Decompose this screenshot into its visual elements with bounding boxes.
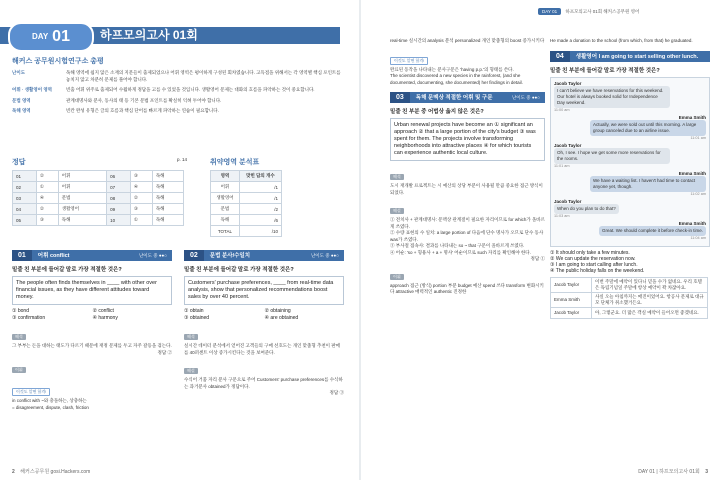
- intro-row: [12, 70, 342, 83]
- answer-cell: 07: [107, 182, 131, 193]
- q02-point: 수식어 거품 자리 분사 구문으로 주어 Customers' purchase preferences를 수식하는 과거분사 obtained가 정답이다.: [184, 377, 343, 389]
- translation-speaker: Jacob Taylor: [551, 277, 592, 292]
- chat-sender: Emma Smith: [678, 220, 706, 226]
- analysis-row: [211, 193, 282, 204]
- answer-cell: ④: [36, 193, 58, 204]
- left-page-number: 2: [12, 469, 15, 475]
- analysis-section: [210, 157, 340, 237]
- q01-expl-label: 해석: [12, 334, 26, 340]
- answer-cell: 독해: [152, 204, 183, 215]
- translation-speaker: Emma Smith: [551, 292, 592, 307]
- page-title: 하프모의고사 01회: [100, 28, 198, 42]
- chat-time: 11:03 am: [554, 213, 570, 218]
- left-footer-text: 해커스공무원 gosi.Hackers.com: [20, 469, 91, 475]
- q04-option[interactable]: ④ The public holiday falls on the weekend.: [550, 267, 645, 274]
- q03-question: 밑줄 친 부분 중 어법상 옳지 않은 것은?: [390, 109, 484, 115]
- answer-cell: 10: [107, 215, 131, 226]
- right-footer: [638, 468, 708, 475]
- chat-sender: Jacob Taylor: [554, 80, 582, 86]
- answer-cell: ④: [130, 182, 152, 193]
- right-page-number: 3: [705, 469, 708, 475]
- translation-row: [551, 292, 708, 307]
- analysis-cell: 생활영어: [211, 193, 240, 204]
- right-header-badge: DAY 01: [538, 8, 561, 15]
- answer-cell: 문법: [58, 193, 106, 204]
- chat-sender: Jacob Taylor: [554, 198, 582, 204]
- intro-row-label: 문법 영역: [12, 97, 31, 103]
- q04-number: 04: [550, 51, 570, 62]
- answer-cell: 생활영어: [58, 204, 106, 215]
- chat-time: 11:02 am: [690, 191, 706, 196]
- translation-row: [551, 307, 708, 318]
- chat-time: 11:04 am: [690, 235, 706, 240]
- q01-topic: 어휘 conflict: [37, 253, 70, 259]
- chat-sender: Emma Smith: [678, 114, 706, 120]
- answer-row: [13, 204, 184, 215]
- translation-row: [551, 277, 708, 292]
- answer-cell: 09: [107, 204, 131, 215]
- answer-cell: 어휘: [58, 171, 106, 182]
- q04-topic: 생활영어 I am going to start selling other lunch.: [575, 53, 699, 60]
- q03-vocab-label: 어휘: [390, 274, 404, 280]
- right-header: [538, 8, 639, 15]
- q02-options: [184, 308, 344, 321]
- answer-cell: ②: [130, 193, 152, 204]
- mid-check-label: 이것도 알면 합격!: [390, 57, 428, 65]
- intro-row-text: 관계대명사와 분사, 동사의 태 등 기본 문법 포인트를 확실히 익혀 두어야 합니다.: [66, 97, 222, 103]
- answer-cell: ②: [36, 171, 58, 182]
- q03-passage: Urban renewal projects have become an ① significant an approach ② that a large portion of the city's budget ③ was spent for them. The projects involve transforming neighborhoods into attractive places ④ for which tourists can experience authentic local culture.: [390, 118, 545, 161]
- q04-option[interactable]: ② We can update the reservation now.: [550, 255, 636, 262]
- chat-bubble: Great. We should complete it before check-in time.: [599, 226, 706, 236]
- q02-option[interactable]: ④ are obtained: [264, 315, 299, 321]
- q03-expl-label: 해석: [390, 174, 404, 180]
- intro-row-text: 빈출 어휘 위주로 출제되어 수월하게 정답을 고를 수 있었을 것입니다. 생활영어 문제는 대화의 흐름을 파악하는 것이 중요합니다.: [66, 87, 315, 92]
- q04-options: [550, 250, 710, 274]
- chat-bubble: I can't believe we have reservations for this weekend. Our hotel is always booked solid for Independence Day weekend.: [554, 86, 670, 108]
- q01-level: 난이도 중 ●●○: [138, 253, 167, 258]
- chat-bubble: Oh, I see. I hope we get some more reservations for the rooms.: [554, 148, 670, 164]
- q01-option[interactable]: ③ confirmation: [12, 315, 46, 321]
- analysis-cell: 문법: [211, 204, 240, 215]
- chat-message: [554, 143, 706, 168]
- answer-cell: ③: [130, 171, 152, 182]
- q01-vocab-label: 어휘: [12, 367, 26, 373]
- q02-topic: 문법 분사/수일치: [209, 253, 251, 259]
- analysis-row: [211, 182, 282, 193]
- q03-point-3: ③ 부사절 접속사: 결과를 나타내는 so ~ that 구문이 올바르게 쓰였다.: [390, 243, 525, 248]
- chat-sender: Emma Smith: [678, 170, 706, 176]
- intro-row-text: 빈칸 완성 유형은 글의 흐름과 핵심 단어를 빠르게 파악하는 연습이 필요합니다.: [66, 108, 219, 113]
- answer-cell: ①: [130, 215, 152, 226]
- q02-expl-label: 해석: [184, 334, 198, 340]
- chat-message: [554, 199, 706, 218]
- question-02: [184, 250, 344, 397]
- intro-row: [12, 108, 342, 115]
- answer-cell: 01: [13, 171, 37, 182]
- q01-check-1: in conflict with ~와 충돌하는, 상충하는: [12, 398, 87, 403]
- q04-option[interactable]: ③ I am going to start calling after lunch.: [550, 261, 638, 268]
- intro-rows: [12, 70, 342, 115]
- mid-check-text: 완료된 동작을 나타내는 분사구문은 'having p.p.'의 형태를 쓴다.: [390, 66, 514, 72]
- analysis-row: [211, 215, 282, 226]
- chat-box: [550, 77, 710, 247]
- q02-option[interactable]: ① obtain: [184, 308, 204, 314]
- q02-option[interactable]: ③ obtained: [184, 315, 210, 321]
- analysis-col-count: 맞힌 답의 개수: [239, 171, 281, 182]
- analysis-cell: 독해: [211, 215, 240, 226]
- analysis-cell: /2: [239, 204, 281, 215]
- answer-table: [12, 170, 184, 226]
- q03-point-label: 해설: [390, 208, 404, 214]
- chat-bubble: Actually, we were sold out until this morning. A large group canceled due to an airline issue.: [590, 120, 706, 136]
- intro-row-label: 독해 영역: [12, 108, 31, 113]
- right-page: [360, 0, 720, 480]
- question-03: [390, 92, 545, 296]
- q01-option[interactable]: ② conflict: [92, 308, 114, 314]
- q04-question: 밑줄 친 부분에 들어갈 말로 가장 적절한 것은?: [550, 67, 660, 74]
- answer-cell: ②: [36, 204, 58, 215]
- q04-translation: [550, 277, 708, 319]
- q01-option[interactable]: ① bond: [12, 308, 29, 314]
- q02-option[interactable]: ② obtaining: [264, 308, 291, 314]
- chat-bubble: When do you plan to do that?: [554, 204, 619, 214]
- q02-question: 밑줄 친 부분에 들어갈 말로 가장 적절한 것은?: [184, 267, 294, 273]
- analysis-heading: 취약영역 분석표: [210, 159, 260, 166]
- answer-cell: 어휘: [58, 182, 106, 193]
- analysis-cell: /10: [239, 226, 281, 237]
- q02-point-label: 해설: [184, 368, 198, 374]
- q01-header: [12, 250, 172, 261]
- q03-level: 난이도 중 ●●○: [511, 95, 540, 100]
- answer-cell: 02: [13, 182, 37, 193]
- q03-vocab: approach 접근 (방식) portion 부분 budget 예산 spend 쓰다 transform 변화시키다 attractive 매력적인 authentic 진정한: [390, 282, 544, 294]
- answer-section: [12, 157, 187, 226]
- q04-header: [550, 51, 710, 62]
- right-col-left: [390, 38, 545, 296]
- translation-text: 아, 그렇군요. 더 많은 객실 예약이 들어오면 좋겠네요.: [592, 307, 708, 318]
- q03-point-4: ④ 어순: 'so + 형용사 + a + 명사' 어순이므로 such 자리를 확인해야 한다.: [390, 249, 531, 255]
- analysis-row: [211, 226, 282, 237]
- chat-message: [554, 221, 706, 240]
- q01-option[interactable]: ④ harmony: [92, 315, 118, 321]
- answer-cell: 독해: [152, 193, 183, 204]
- analysis-cell: /6: [239, 215, 281, 226]
- q01-passage: The people often finds themselves in ____ with other over financial issues, as they have different attitudes toward money.: [12, 276, 172, 305]
- right-header-text: 하프모의고사 01회 해커스공무원 영어: [565, 9, 640, 14]
- answer-page: p. 14: [176, 157, 187, 162]
- chat-time: 11:01 am: [690, 135, 706, 140]
- q03-header: [390, 92, 545, 103]
- answer-row: [13, 215, 184, 226]
- q01-answer: 정답 ②: [157, 349, 172, 355]
- q03-point-1: ① 전치사 + 관계대명사: 문맥상 관계절이 필요한 자리이므로 for which가 올바르게 쓰였다.: [390, 217, 546, 229]
- q01-options: [12, 308, 172, 321]
- q01-expl: 그 부부는 돈을 대하는 태도가 다르기 때문에 재정 문제를 두고 자주 갈등을 겪는다.: [12, 343, 172, 348]
- q02-answer: 정답 ③: [329, 390, 344, 395]
- mid-extra-line: He made a donation to the school (from which, from that) he graduated.: [550, 38, 693, 43]
- intro-row-text: 독해 영역에 쉽지 않은 소재의 지문들이 출제되었으나 어휘 영역은 평이하게 구성된 회차였습니다. 고득점을 위해서는 각 영역별 핵심 포인트를 놓치지 않고 차분히 문제를 풀어야 합니다.: [66, 70, 341, 82]
- q03-expl: 도시 재개발 프로젝트는 시 예산의 상당 부분이 사용될 만큼 중요한 접근 방식이 되었다.: [390, 183, 543, 195]
- analysis-row: [211, 204, 282, 215]
- chat-message: [554, 81, 706, 112]
- analysis-cell: /1: [239, 193, 281, 204]
- intro-section: [12, 56, 342, 119]
- analysis-table: [210, 170, 282, 237]
- intro-heading: 해커스 공무원시험연구소 총평: [12, 58, 104, 65]
- answer-cell: 03: [13, 193, 37, 204]
- answer-row: [13, 193, 184, 204]
- question-04: [550, 51, 710, 319]
- q01-number: 01: [12, 250, 32, 261]
- q01-question: 밑줄 친 부분에 들어갈 말로 가장 적절한 것은?: [12, 267, 122, 273]
- right-footer-text: DAY 01 | 하프모의고사 01회: [638, 469, 700, 475]
- chat-message: [554, 171, 706, 196]
- mid-check-example: The scientist discovered a new species in the rainforest, (and she documented, documenting, she documented) her findings in detail.: [390, 73, 523, 85]
- right-col-right: [550, 38, 710, 319]
- intro-row: [12, 98, 342, 105]
- q01-check-2: = disagreement, dispute, clash, friction: [12, 404, 89, 410]
- question-01: [12, 250, 172, 411]
- q03-point-2: ② 수량 표현의 수 일치: a large portion of 다음에 단수 명사가 오므로 단수 동사 was가 쓰였다.: [390, 230, 544, 242]
- answer-heading: 정답: [12, 159, 26, 166]
- answer-cell: 05: [13, 215, 37, 226]
- q03-topic: 독해 문맥상 적절한 어휘 및 구문: [415, 95, 493, 101]
- translation-speaker: Jacob Taylor: [551, 307, 592, 318]
- chat-sender: Jacob Taylor: [554, 142, 582, 148]
- answer-cell: 독해: [152, 215, 183, 226]
- answer-cell: 06: [107, 171, 131, 182]
- answer-cell: 08: [107, 193, 131, 204]
- analysis-col-area: 영역: [211, 171, 240, 182]
- translation-text: 이번 주말에 예약이 있다니 믿을 수가 없네요. 우리 호텔은 독립기념일 주말에 항상 예약이 꽉 차잖아요.: [592, 277, 708, 292]
- q01-check-label: 이것도 알면 합격!: [12, 388, 50, 396]
- answer-row: [13, 171, 184, 182]
- q02-number: 02: [184, 250, 204, 261]
- intro-row: [12, 87, 342, 94]
- q02-header: [184, 250, 344, 261]
- left-footer: [12, 468, 90, 475]
- q02-expl: 실시간 데이터 분석에서 얻어진 고객들의 구매 선호도는 개인 맞춤형 추천이 판매를 40퍼센트 이상 증가시킨다는 것을 보여준다.: [184, 343, 340, 355]
- intro-row-label: 어휘 · 생활영어 영역: [12, 87, 53, 92]
- answer-cell: 독해: [152, 171, 183, 182]
- analysis-cell: /1: [239, 182, 281, 193]
- analysis-cell: TOTAL: [211, 226, 240, 237]
- intro-row-label: 난이도: [12, 70, 26, 75]
- q03-answer: 정답 ①: [530, 256, 545, 261]
- chat-time: 11:00 am: [554, 107, 570, 112]
- day-badge: DAY 01: [8, 22, 94, 52]
- q02-level: 난이도 중 ●●○: [310, 253, 339, 258]
- chat-bubble: We have a waiting list. I haven't had time to contact anyone yet, though.: [590, 176, 706, 192]
- top-vocab: real-time 실시간의 analysis 분석 personalized 개인 맞춤형의 boost 증가시키다: [390, 38, 545, 43]
- answer-cell: ③: [130, 204, 152, 215]
- q03-number: 03: [390, 92, 410, 103]
- chat-message: [554, 115, 706, 140]
- analysis-cell: 어휘: [211, 182, 240, 193]
- answer-row: [13, 182, 184, 193]
- q02-passage: Customers' purchase preferences, ____ from real-time data analysis, show that personalized recommendations boost sales by over 40 percent.: [184, 276, 344, 305]
- answer-cell: 독해: [152, 182, 183, 193]
- answer-cell: ③: [36, 215, 58, 226]
- chat-time: 11:01 am: [554, 163, 570, 168]
- answer-cell: ①: [36, 182, 58, 193]
- answer-cell: 독해: [58, 215, 106, 226]
- translation-text: 사실 오늘 아침까지는 매진이었어요. 항공사 문제로 대규모 단체가 취소했거든요.: [592, 292, 708, 307]
- answer-cell: 04: [13, 204, 37, 215]
- q04-option[interactable]: ① It should only take a few minutes.: [550, 249, 630, 256]
